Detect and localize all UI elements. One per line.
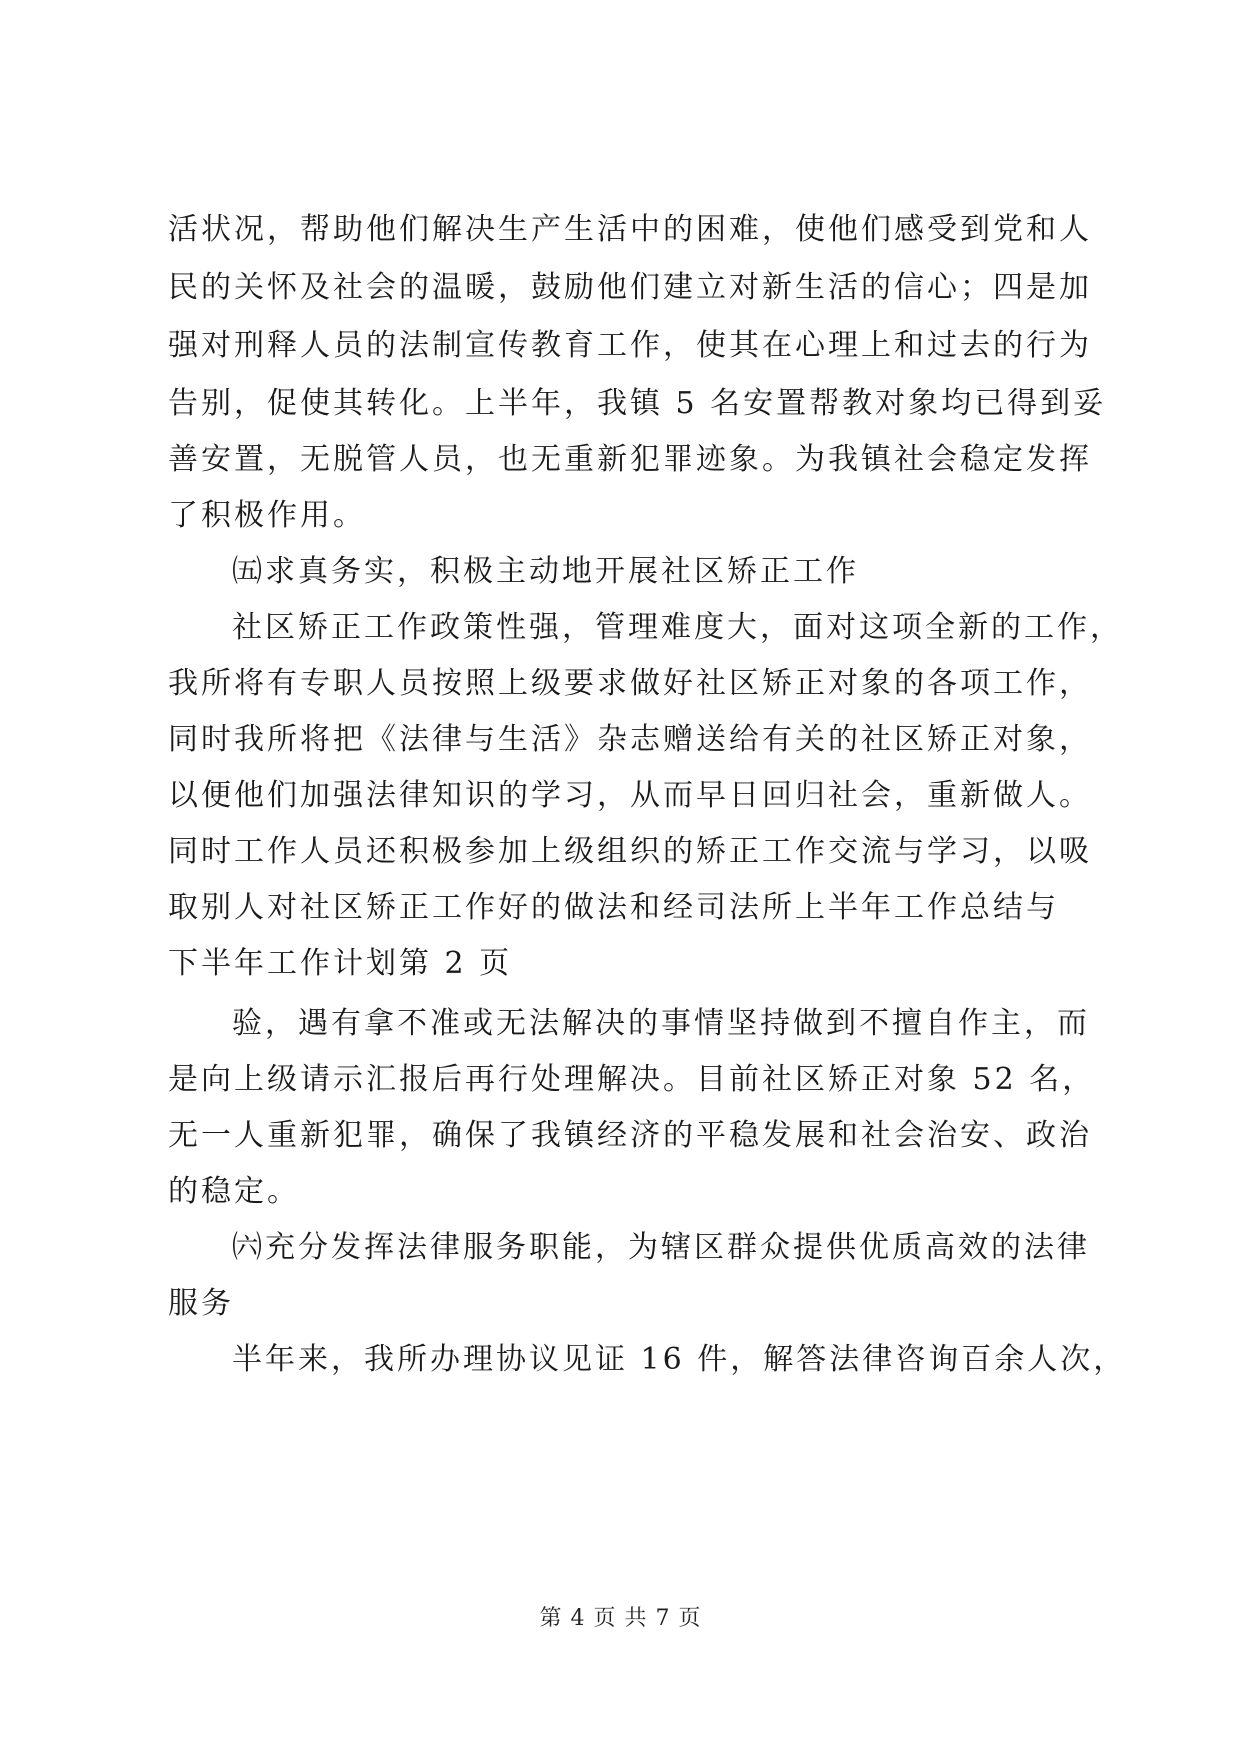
body-line: 是向上级请示汇报后再行处理解决。目前社区矫正对象 52 名，: [168, 1062, 1096, 1097]
body-line: 活状况，帮助他们解决生产生活中的困难，使他们感受到党和人: [168, 212, 1092, 247]
body-line: 我所将有专职人员按照上级要求做好社区矫正对象的各项工作，: [168, 666, 1092, 701]
body-line: 取别人对社区矫正工作好的做法和经司法所上半年工作总结与: [168, 890, 1059, 925]
page-footer: 第 4 页 共 7 页: [539, 1606, 702, 1631]
body-line: 服务: [168, 1286, 234, 1321]
body-line: 验，遇有拿不准或无法解决的事情坚持做到不擅自作主，而: [232, 1006, 1090, 1041]
body-line: 半年来，我所办理协议见证 16 件，解答法律咨询百余人次，: [232, 1342, 1127, 1377]
body-line: 下半年工作计划第 2 页: [168, 946, 513, 981]
body-line: 强对刑释人员的法制宣传教育工作，使其在心理上和过去的行为: [168, 328, 1092, 363]
body-line: 了积极作用。: [168, 498, 366, 533]
section-heading: ㈤求真务实，积极主动地开展社区矫正工作: [232, 554, 859, 589]
body-line: 无一人重新犯罪，确保了我镇经济的平稳发展和社会治安、政治: [168, 1118, 1092, 1153]
body-line: 同时我所将把《法律与生活》杂志赠送给有关的社区矫正对象，: [168, 722, 1092, 757]
body-line: 社区矫正工作政策性强，管理难度大，面对这项全新的工作，: [232, 610, 1123, 645]
body-line: 以便他们加强法律知识的学习，从而早日回归社会，重新做人。: [168, 778, 1092, 813]
section-heading: ㈥充分发挥法律服务职能，为辖区群众提供优质高效的法律: [232, 1230, 1090, 1265]
body-line: 民的关怀及社会的温暖，鼓励他们建立对新生活的信心；四是加: [168, 270, 1092, 305]
body-line: 善安置，无脱管人员，也无重新犯罪迹象。为我镇社会稳定发挥: [168, 442, 1092, 477]
body-line: 同时工作人员还积极参加上级组织的矫正工作交流与学习，以吸: [168, 834, 1092, 869]
body-line: 告别，促使其转化。上半年，我镇 5 名安置帮教对象均已得到妥: [168, 386, 1107, 421]
body-line: 的稳定。: [168, 1174, 300, 1209]
